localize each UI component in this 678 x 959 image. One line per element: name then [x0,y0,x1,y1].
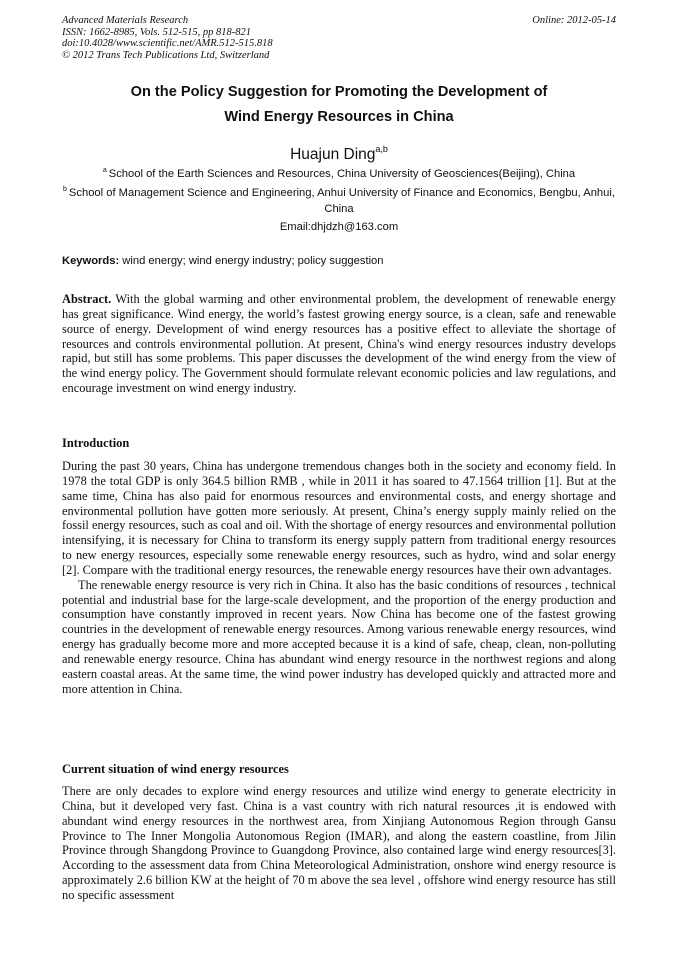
current-situation-heading: Current situation of wind energy resources [62,762,289,776]
abstract-text: With the global warming and other environmental problem, the development of renewable energy has great significance. Wind energy, the world’s fastest growing energy source, is a clean, safe and renewable source of energy. Development of wind energy resources has a positive effect to alleviate the shortage of resources and controls environmental pollution. At present, China's wind energy resources industry develops rapid, but still has some problems. This paper discusses the development of the wind energy from the view of the wind energy policy. The Government should formulate relevant economic policies and law regulations, and encourage investment on wind energy industry. [62,292,616,396]
affiliation-b [62,182,616,217]
current-situation-paragraph: There are only decades to explore wind energy resources and utilize wind energy to generate electricity in China, but it developed very fast. China is a vast country with rich natural resources ,it is endowed with abundant wind energy resources in the northwest area, from Xinjiang Autonomous Region through Gansu Province to The Inner Mongolia Autonomous Region (IMAR), and along the eastern coastline, from Jilin Province through Shangdong Province to Guangdong Province, also contained large wind energy resources[3]. According to the assessment data from China Meteorological Administration, onshore wind energy resource is approximately 2.6 billion KW at the height of 70 m above the sea level , offshore wind energy resource has still no specific assessment [62,784,616,902]
abstract-label: Abstract. [62,292,112,306]
affiliation-b-text: School of Management Science and Engineering, Anhui University of Finance and Economics, Bengbu, Anhui, China [68,187,615,215]
keywords-text: wind energy; wind energy industry; policy suggestion [119,255,384,267]
introduction-paragraph-2: The renewable energy resource is very rich in China. It also has the basic conditions of resources , technical potential and industrial base for the large-scale development, and the proportion of the energy production and consumption have constantly improved in recent years. Now China has become one of the fastest growing countries in the development of renewable energy resources. Among various renewable energy resources, wind energy has gradually become more and more accepted because it is a kind of safe, cheap, clean, non-polluting and renewable energy resource. China has abundant wind energy resource in the northwest regions and along eastern coastal areas. At the same time, the wind power industry has developed quickly and attracted more and more attention in China. [62,577,616,696]
affiliation-a-mark: a [102,167,107,174]
copyright-line: © 2012 Trans Tech Publications Ltd, Switzerland [62,49,270,61]
introduction-body [62,459,616,697]
author-name: Huajun Ding [290,146,376,163]
affiliation-b-mark: b [63,186,67,193]
author-line [62,139,616,165]
affiliation-a [62,163,616,183]
paper-title [62,80,616,130]
keywords [62,254,616,269]
title-line-1: On the Policy Suggestion for Promoting the Development of [130,84,548,100]
online-date: Online: 2012-05-14 [532,15,616,26]
author-email: Email:dhjdzh@163.com [279,221,399,233]
affiliation-a-text: School of the Earth Sciences and Resources, China University of Geosciences(Beijing), China [108,168,576,180]
issn-line: ISSN: 1662-8985, Vols. 512-515, pp 818-821 [62,26,251,38]
keywords-label: Keywords: [62,255,120,267]
introduction-heading: Introduction [62,436,130,450]
doi-line: doi:10.4028/www.scientific.net/AMR.512-515.818 [62,38,273,49]
journal-name: Advanced Materials Research [62,15,189,26]
title-line-2: Wind Energy Resources in China [224,109,454,125]
abstract [62,292,616,396]
author-superscript: a,b [375,144,388,154]
journal-header [62,15,616,61]
introduction-paragraph-1: During the past 30 years, China has undergone tremendous changes both in the society and economy field. In 1978 the total GDP is only 364.5 billion RMB , while in 2011 it has soared to 47.1564 trillion [1]. But at the same time, China has also paid for enormous resources and environmental costs, and energy shortage and environmental pollution have gotten more seriously. At present, China’s energy supply mainly relied on the fossil energy resources, such as coal and oil. With the shortage of energy resources and environmental pollution intensifying, it is necessary for China to transform its energy supply pattern from traditional energy resources to new energy resources, especially some renewable energy resources, such as hydro, wind and solar energy [2]. Compare with the traditional energy resources, the renewable energy resources have their own advantages. [62,459,616,577]
